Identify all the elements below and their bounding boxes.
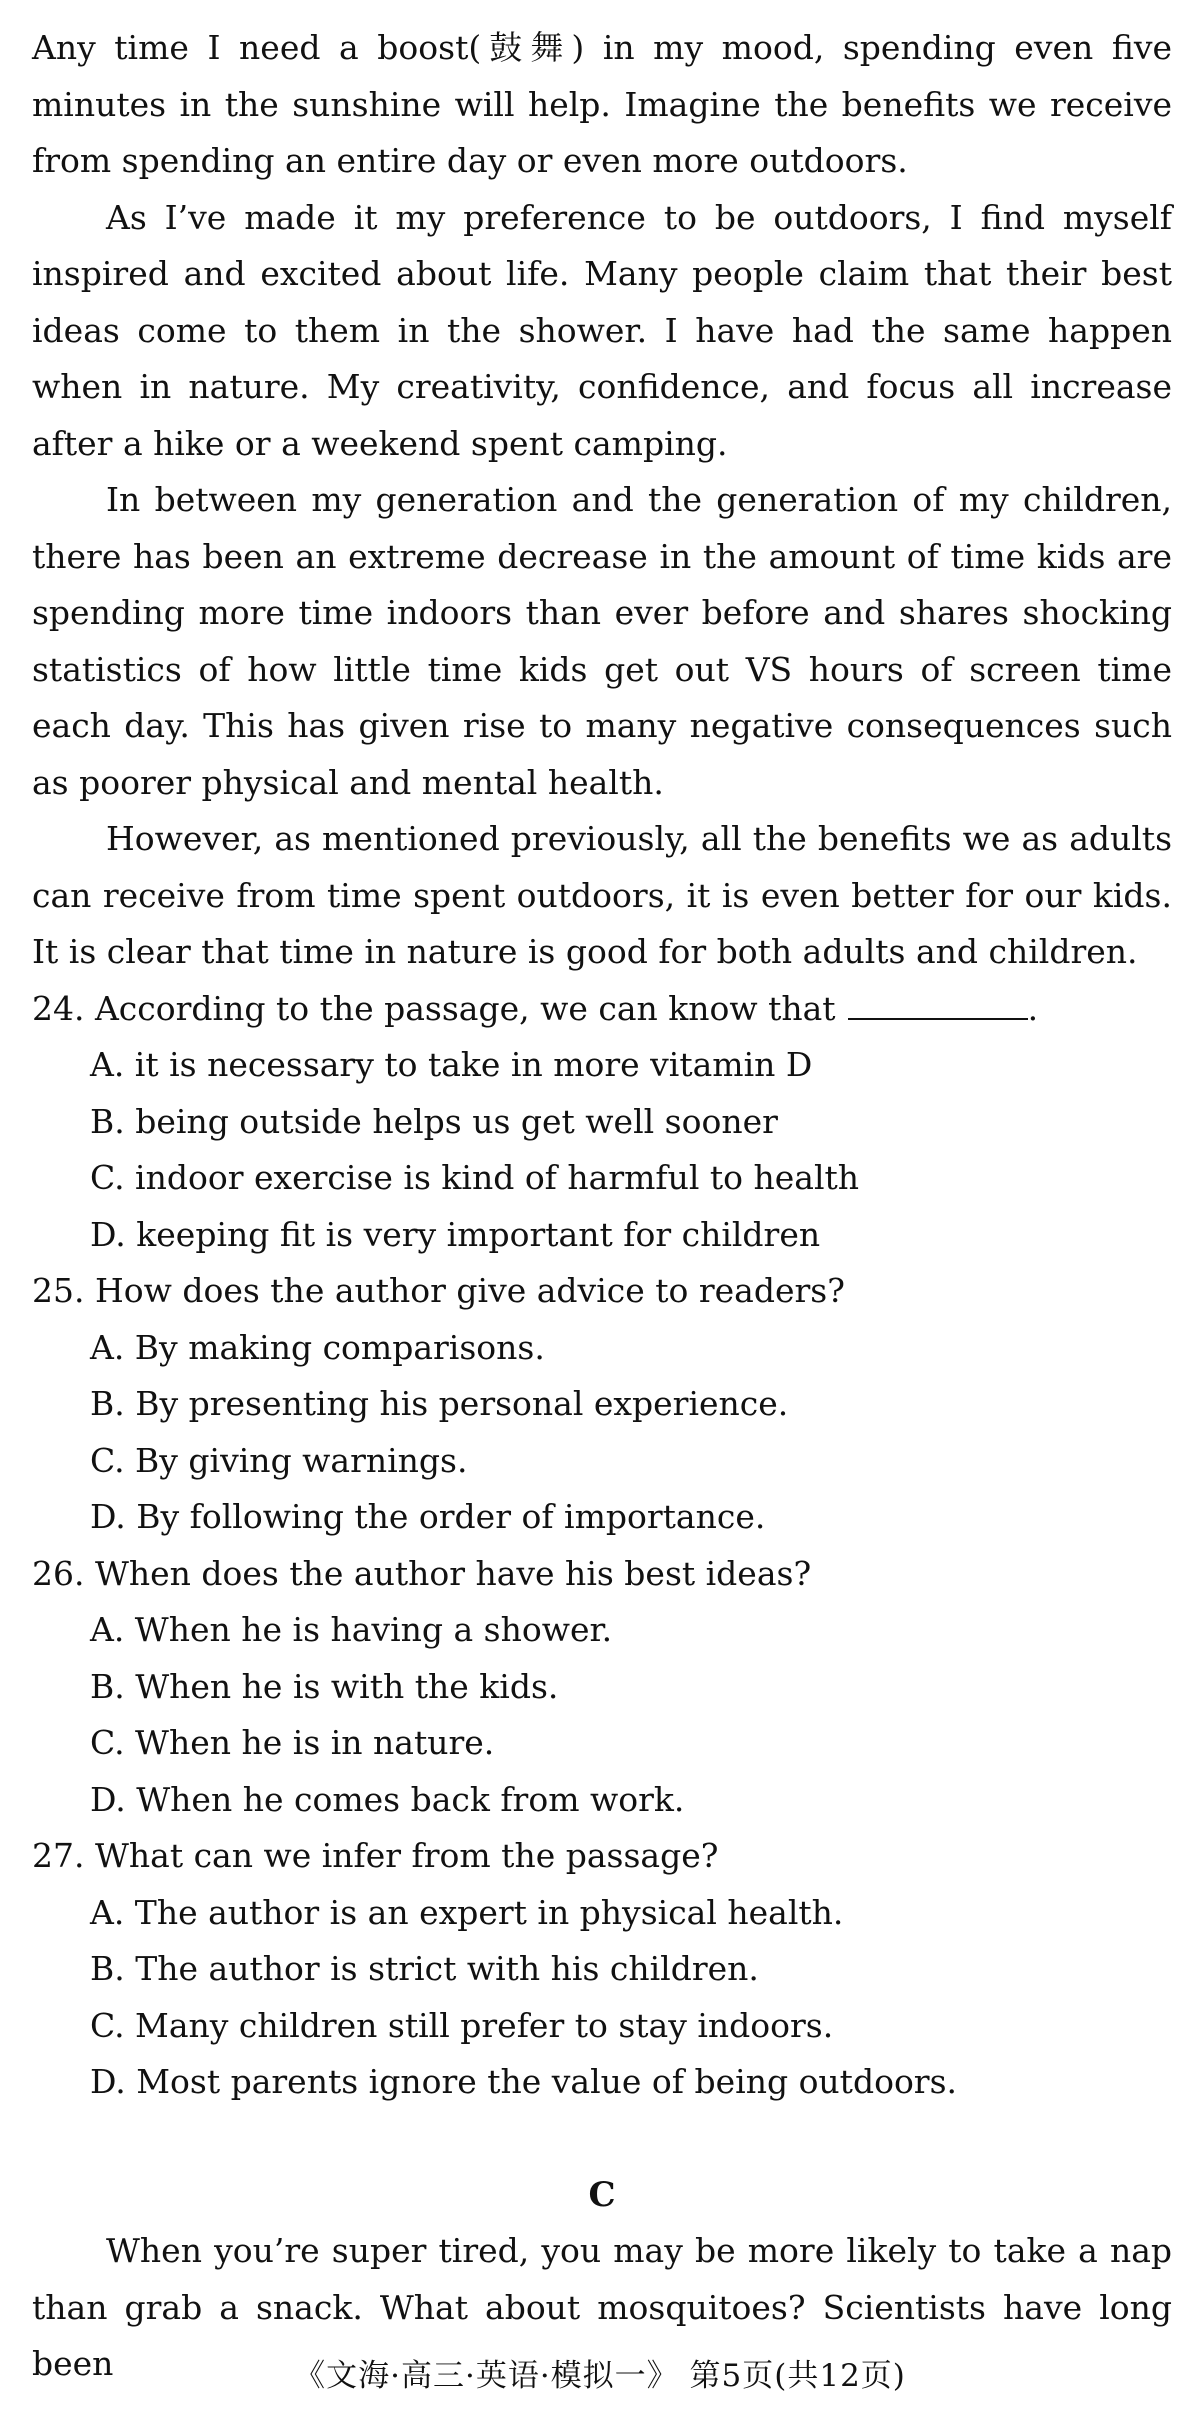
question-stem: 25. How does the author give advice to readers? xyxy=(32,1271,845,1310)
option-b: B. When he is with the kids. xyxy=(90,1666,559,1706)
question-stem: 26. When does the author have his best ideas? xyxy=(32,1553,812,1593)
question-stem xyxy=(32,981,1172,1038)
option-d: D. keeping fit is very important for children xyxy=(90,1214,821,1254)
option-b: B. The author is strict with his children. xyxy=(90,1949,759,1988)
option-b: B. By presenting his personal experience. xyxy=(90,1384,789,1423)
option-a: A. it is necessary to take in more vitamin D xyxy=(90,1045,813,1084)
question-26 xyxy=(32,1546,1172,1829)
passage-paragraph-4: However, as mentioned previously, all the benefits we as adults can receive from time spent outdoors, it is even better for our kids. It is clear that time in nature is good for both adults and children. xyxy=(32,819,1172,971)
page-content xyxy=(32,20,1172,2393)
blank-suffix: . xyxy=(1027,988,1039,1028)
option-d: D. When he comes back from work. xyxy=(90,1779,685,1819)
answer-blank xyxy=(848,988,1028,1020)
question-stem: 27. What can we infer from the passage? xyxy=(32,1836,719,1875)
passage-paragraph-3: In between my generation and the generation of my children, there has been an extreme decrease in the amount of time kids are spending more time indoors than ever before and shares shocking statistics of how little time kids get out VS hours of screen time each day. This has given rise to many negative consequences such as poorer physical and mental health. xyxy=(32,480,1172,802)
question-27 xyxy=(32,1828,1172,2111)
option-c: C. By giving warnings. xyxy=(90,1440,468,1480)
page-footer: 《文海·高三·英语·模拟一》 第5页(共12页) xyxy=(294,2358,906,2394)
option-b: B. being outside helps us get well sooner xyxy=(90,1101,778,1141)
section-heading: C xyxy=(588,2174,616,2215)
option-d: D. Most parents ignore the value of being outdoors. xyxy=(90,2062,958,2101)
passage-paragraph-2: As I’ve made it my preference to be outdoors, I find myself inspired and excited about life. Many people claim that their best ideas come to them in the shower. I have had the same happen when in nature. My creativity, confidence, and focus all increase after a hike or a weekend spent camping. xyxy=(32,197,1172,463)
option-c: C. Many children still prefer to stay indoors. xyxy=(90,2005,834,2045)
option-a: A. When he is having a shower. xyxy=(90,1610,613,1649)
question-25 xyxy=(32,1263,1172,1546)
question-24 xyxy=(32,981,1172,1264)
option-a: A. By making comparisons. xyxy=(90,1327,545,1367)
option-d: D. By following the order of importance. xyxy=(90,1497,766,1536)
option-a: A. The author is an expert in physical health. xyxy=(90,1892,844,1932)
option-c: C. When he is in nature. xyxy=(90,1723,495,1762)
passage-paragraph-1: Any time I need a boost(鼓舞) in my mood, spending even five minutes in the sunshine will help. Imagine the benefits we receive from spending an entire day or even more outdoors. xyxy=(32,28,1172,180)
question-stem-text: 24. According to the passage, we can know that xyxy=(32,988,836,1028)
section-c-paragraph: When you’re super tired, you may be more likely to take a nap than grab a snack. What about mosquitoes? Scientists have long been xyxy=(32,2231,1172,2383)
option-c: C. indoor exercise is kind of harmful to health xyxy=(90,1158,860,1197)
